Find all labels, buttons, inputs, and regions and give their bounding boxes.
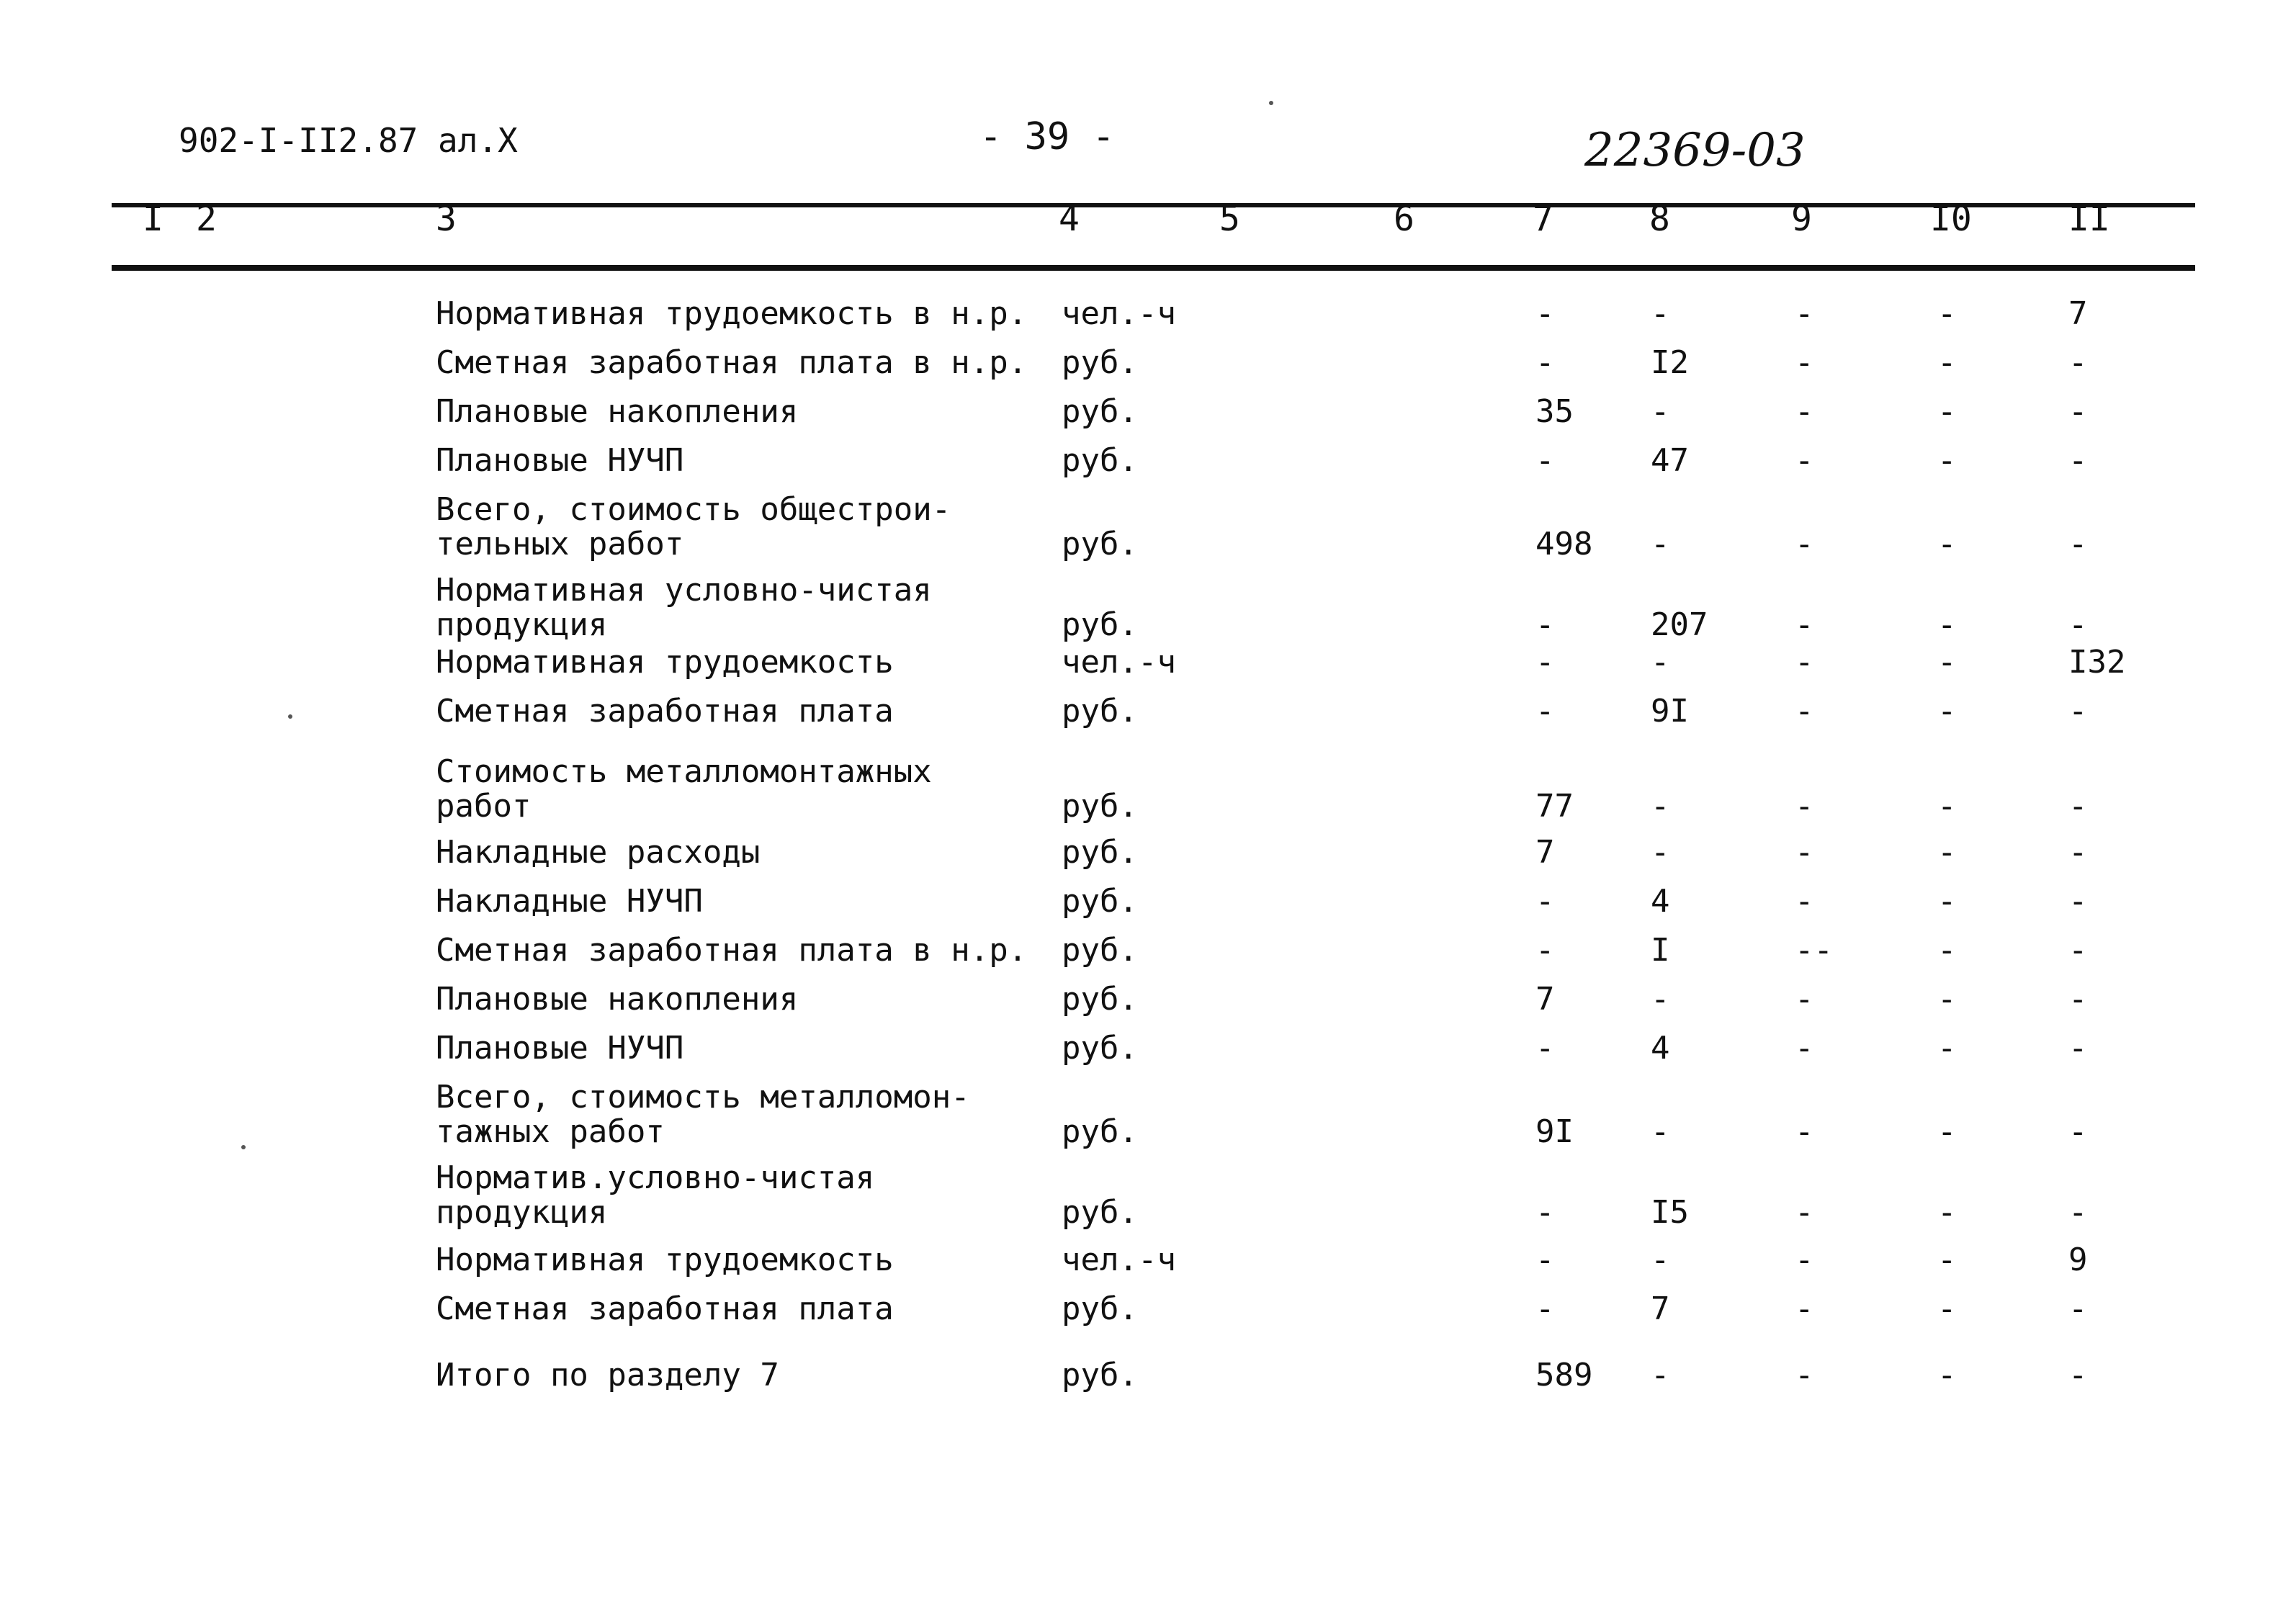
- row-name: Накладные расходы: [436, 834, 761, 871]
- row-value-c11: -: [2068, 1357, 2088, 1393]
- row-value-c9: -: [1795, 526, 1814, 562]
- row-unit: руб.: [1062, 883, 1138, 920]
- row-name: Всего, стоимость металломон- тажных работ: [436, 1079, 970, 1150]
- row-value-c9: -: [1795, 1357, 1814, 1393]
- row-value-c10: -: [1937, 295, 1957, 332]
- row-unit: руб.: [1062, 932, 1138, 969]
- row-value-c11: -: [2068, 1030, 2088, 1067]
- row-value-c8: I: [1651, 932, 1670, 969]
- row-value-c11: I32: [2068, 644, 2126, 681]
- row-value-c8: -: [1651, 526, 1670, 562]
- row-unit: руб.: [1062, 1194, 1138, 1231]
- row-value-c7: -: [1535, 295, 1555, 332]
- scan-speck: [288, 714, 292, 719]
- column-number: 4: [1059, 199, 1080, 239]
- document-code: 902-I-II2.87 ал.X: [179, 121, 518, 160]
- row-value-c9: -: [1795, 606, 1814, 643]
- row-name: Плановые НУЧП: [436, 442, 684, 479]
- row-value-c9: -: [1795, 693, 1814, 730]
- row-name: Плановые накопления: [436, 393, 799, 430]
- row-name: Сметная заработная плата: [436, 693, 894, 730]
- row-value-c11: 9: [2068, 1242, 2088, 1278]
- row-value-c10: -: [1937, 883, 1957, 920]
- row-value-c8: -: [1651, 788, 1670, 825]
- row-value-c7: 7: [1535, 834, 1555, 871]
- row-value-c11: -: [2068, 981, 2088, 1018]
- row-value-c8: I2: [1651, 344, 1689, 381]
- row-value-c11: -: [2068, 788, 2088, 825]
- handwritten-code: 22369-03: [1584, 124, 1806, 177]
- table-top-rule: [112, 203, 2195, 207]
- row-unit: руб.: [1062, 526, 1138, 562]
- column-number: 5: [1219, 199, 1240, 239]
- row-value-c10: -: [1937, 1290, 1957, 1327]
- row-unit: руб.: [1062, 606, 1138, 643]
- row-value-c8: -: [1651, 393, 1670, 430]
- column-number: 2: [196, 199, 217, 239]
- column-number: 6: [1394, 199, 1414, 239]
- row-value-c7: 7: [1535, 981, 1555, 1018]
- row-value-c11: -: [2068, 834, 2088, 871]
- row-value-c9: --: [1795, 932, 1833, 969]
- row-name: Сметная заработная плата: [436, 1290, 894, 1327]
- row-value-c11: -: [2068, 526, 2088, 562]
- row-value-c11: -: [2068, 693, 2088, 730]
- row-value-c10: -: [1937, 1030, 1957, 1067]
- row-value-c10: -: [1937, 606, 1957, 643]
- row-value-c7: -: [1535, 644, 1555, 681]
- row-name: Плановые накопления: [436, 981, 799, 1018]
- row-value-c7: -: [1535, 932, 1555, 969]
- row-value-c11: -: [2068, 393, 2088, 430]
- row-unit: руб.: [1062, 1290, 1138, 1327]
- row-unit: руб.: [1062, 1113, 1138, 1150]
- row-value-c9: -: [1795, 1113, 1814, 1150]
- row-value-c8: 4: [1651, 883, 1670, 920]
- row-name: Нормативная трудоемкость: [436, 644, 894, 681]
- row-unit: руб.: [1062, 788, 1138, 825]
- row-value-c7: -: [1535, 1242, 1555, 1278]
- row-value-c7: -: [1535, 1290, 1555, 1327]
- column-number: 7: [1533, 199, 1553, 239]
- table-header-rule: [112, 265, 2195, 271]
- row-name: Нормативная условно-чистая продукция: [436, 572, 932, 643]
- row-unit: руб.: [1062, 1030, 1138, 1067]
- row-value-c9: -: [1795, 1290, 1814, 1327]
- row-value-c8: -: [1651, 1357, 1670, 1393]
- scan-speck: [1269, 101, 1273, 105]
- row-value-c7: 77: [1535, 788, 1574, 825]
- row-value-c9: -: [1795, 344, 1814, 381]
- row-unit: руб.: [1062, 344, 1138, 381]
- row-name: Нормативная трудоемкость: [436, 1242, 894, 1278]
- row-name: Стоимость металломонтажных работ: [436, 753, 932, 825]
- row-unit: руб.: [1062, 442, 1138, 479]
- row-value-c10: -: [1937, 393, 1957, 430]
- column-number: 8: [1649, 199, 1670, 239]
- row-value-c7: 498: [1535, 526, 1593, 562]
- row-value-c10: -: [1937, 932, 1957, 969]
- row-unit: руб.: [1062, 693, 1138, 730]
- row-value-c10: -: [1937, 1242, 1957, 1278]
- row-value-c9: -: [1795, 981, 1814, 1018]
- column-number: I0: [1930, 199, 1972, 239]
- row-unit: руб.: [1062, 1357, 1138, 1393]
- row-value-c10: -: [1937, 644, 1957, 681]
- row-unit: руб.: [1062, 393, 1138, 430]
- row-value-c9: -: [1795, 834, 1814, 871]
- row-value-c7: 589: [1535, 1357, 1593, 1393]
- row-value-c8: 207: [1651, 606, 1708, 643]
- row-value-c7: -: [1535, 606, 1555, 643]
- row-name: Сметная заработная плата в н.р.: [436, 932, 1028, 969]
- row-unit: чел.-ч: [1062, 1242, 1176, 1278]
- row-value-c10: -: [1937, 981, 1957, 1018]
- row-value-c7: 9I: [1535, 1113, 1574, 1150]
- row-value-c9: -: [1795, 393, 1814, 430]
- row-value-c8: -: [1651, 644, 1670, 681]
- row-value-c9: -: [1795, 1194, 1814, 1231]
- row-value-c7: -: [1535, 693, 1555, 730]
- row-value-c8: -: [1651, 981, 1670, 1018]
- row-value-c10: -: [1937, 344, 1957, 381]
- row-value-c9: -: [1795, 883, 1814, 920]
- row-value-c11: -: [2068, 1290, 2088, 1327]
- row-value-c9: -: [1795, 295, 1814, 332]
- row-value-c8: I5: [1651, 1194, 1689, 1231]
- row-value-c11: -: [2068, 932, 2088, 969]
- row-value-c7: 35: [1535, 393, 1574, 430]
- row-value-c8: -: [1651, 834, 1670, 871]
- page-number: - 39 -: [979, 115, 1115, 158]
- row-value-c11: -: [2068, 442, 2088, 479]
- row-value-c11: -: [2068, 1194, 2088, 1231]
- column-number: II: [2068, 199, 2110, 239]
- row-value-c9: -: [1795, 788, 1814, 825]
- row-unit: чел.-ч: [1062, 295, 1176, 332]
- row-value-c8: 4: [1651, 1030, 1670, 1067]
- row-value-c8: -: [1651, 1242, 1670, 1278]
- row-value-c7: -: [1535, 883, 1555, 920]
- scan-speck: [241, 1145, 246, 1149]
- row-value-c10: -: [1937, 788, 1957, 825]
- row-name: Накладные НУЧП: [436, 883, 703, 920]
- row-value-c8: 47: [1651, 442, 1689, 479]
- row-value-c10: -: [1937, 834, 1957, 871]
- row-value-c9: -: [1795, 1242, 1814, 1278]
- row-value-c10: -: [1937, 1357, 1957, 1393]
- row-value-c11: 7: [2068, 295, 2088, 332]
- row-value-c10: -: [1937, 1113, 1957, 1150]
- row-value-c7: -: [1535, 442, 1555, 479]
- row-value-c11: -: [2068, 606, 2088, 643]
- row-value-c10: -: [1937, 1194, 1957, 1231]
- column-number: I: [143, 199, 163, 239]
- row-value-c11: -: [2068, 1113, 2088, 1150]
- row-value-c10: -: [1937, 526, 1957, 562]
- row-name: Сметная заработная плата в н.р.: [436, 344, 1028, 381]
- row-name: Норматив.условно-чистая продукция: [436, 1159, 875, 1231]
- row-value-c8: 7: [1651, 1290, 1670, 1327]
- row-unit: чел.-ч: [1062, 644, 1176, 681]
- row-value-c8: -: [1651, 1113, 1670, 1150]
- row-unit: руб.: [1062, 834, 1138, 871]
- row-value-c7: -: [1535, 1030, 1555, 1067]
- row-unit: руб.: [1062, 981, 1138, 1018]
- row-value-c9: -: [1795, 1030, 1814, 1067]
- column-number: 3: [436, 199, 457, 239]
- row-value-c11: -: [2068, 883, 2088, 920]
- row-value-c9: -: [1795, 644, 1814, 681]
- row-value-c7: -: [1535, 344, 1555, 381]
- row-value-c10: -: [1937, 442, 1957, 479]
- row-value-c11: -: [2068, 344, 2088, 381]
- row-name: Всего, стоимость общестрои- тельных работ: [436, 491, 951, 562]
- row-value-c8: -: [1651, 295, 1670, 332]
- row-name: Плановые НУЧП: [436, 1030, 684, 1067]
- row-value-c7: -: [1535, 1194, 1555, 1231]
- row-name: Нормативная трудоемкость в н.р.: [436, 295, 1028, 332]
- column-number: 9: [1791, 199, 1812, 239]
- row-value-c8: 9I: [1651, 693, 1689, 730]
- row-name: Итого по разделу 7: [436, 1357, 779, 1393]
- row-value-c9: -: [1795, 442, 1814, 479]
- row-value-c10: -: [1937, 693, 1957, 730]
